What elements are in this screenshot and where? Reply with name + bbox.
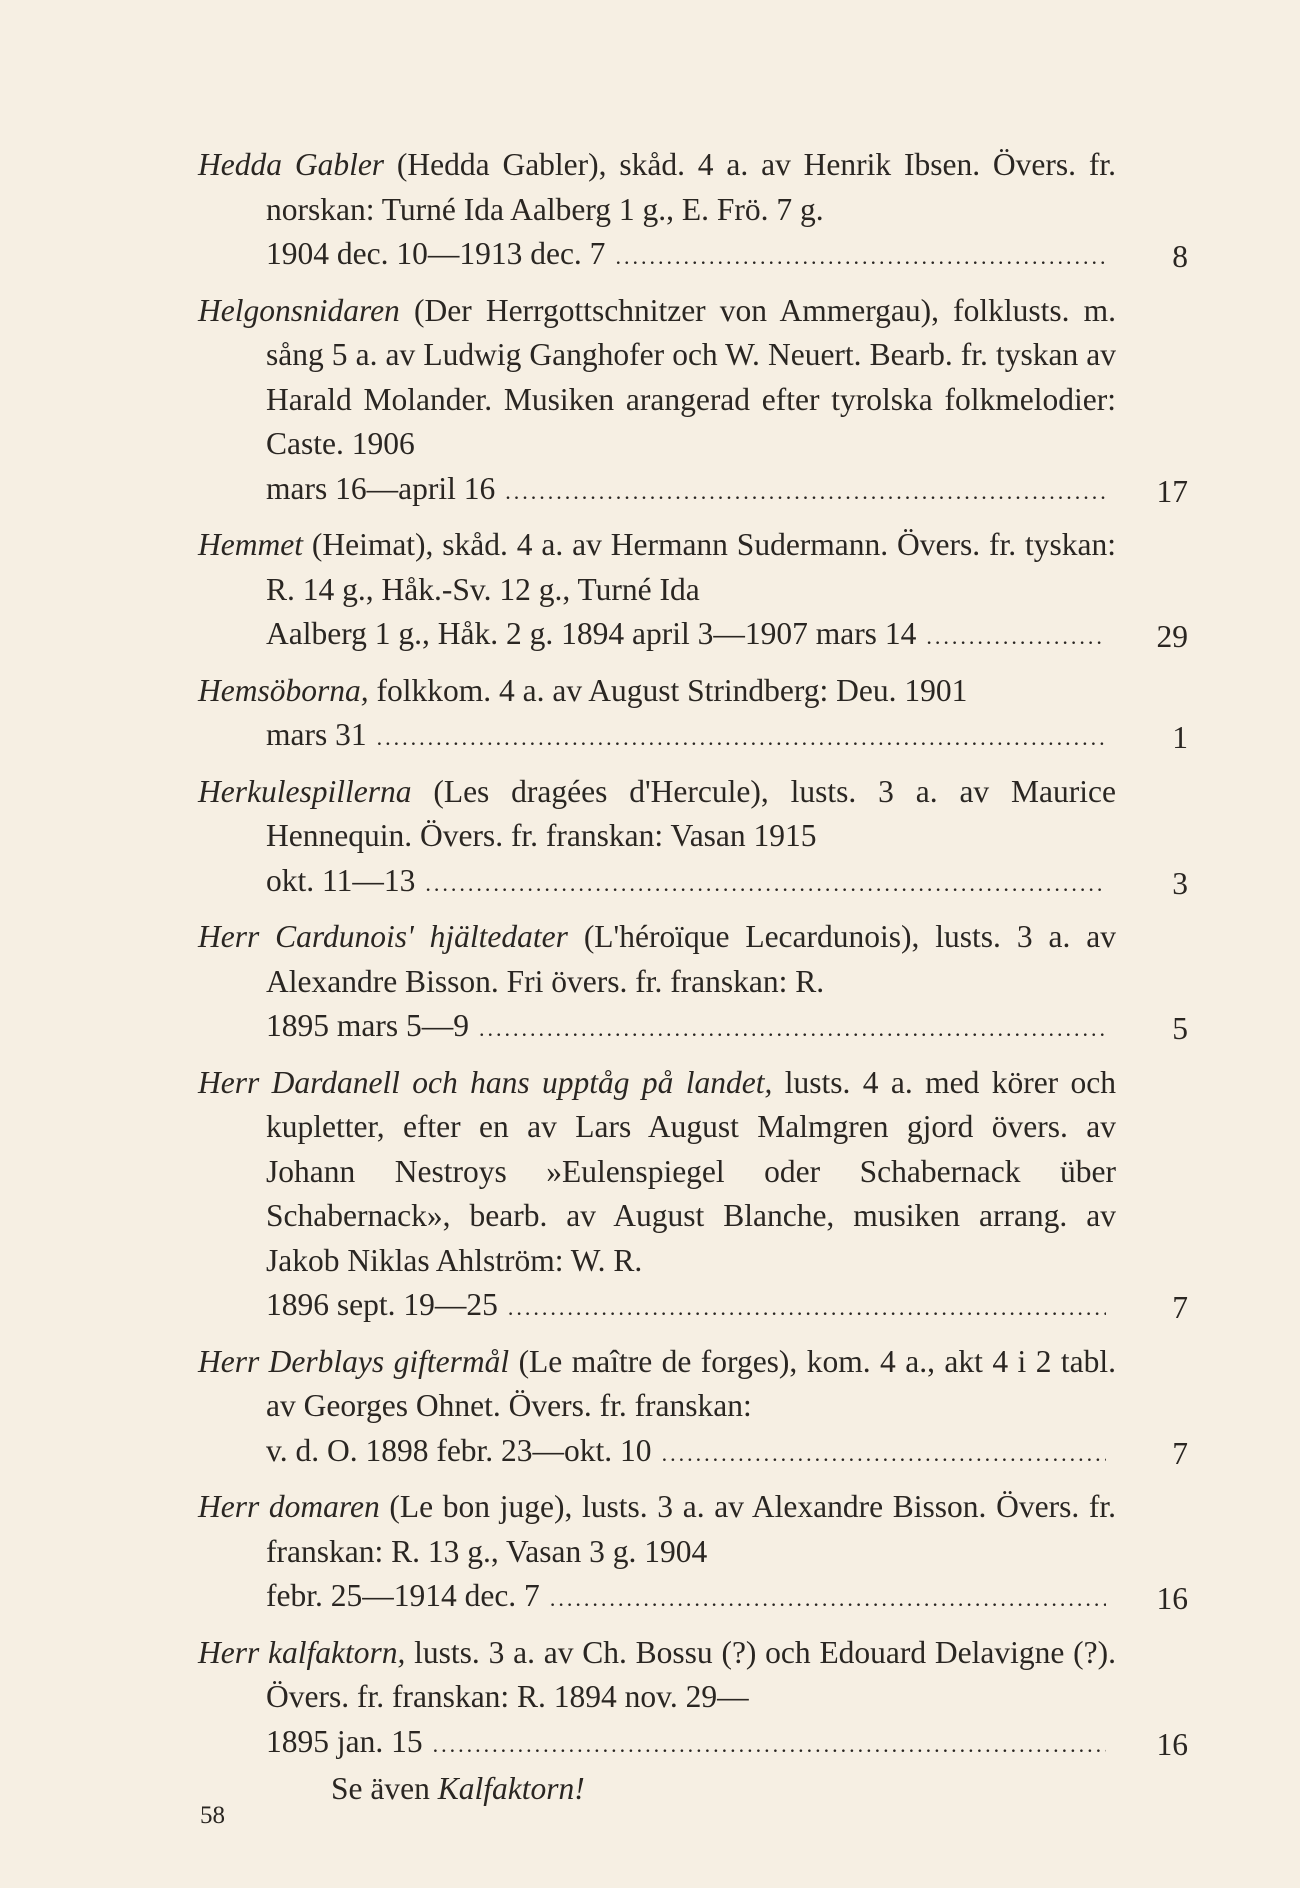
entry-description: (Der Herrgottschnitzer von Ammergau), folklusts. m. sång 5 a. av Ludwig Ganghofer och W. Neuert. Bearb. fr. tyskan av Harald Molander. Musiken arangerad efter tyrolska folkmelodier: Caste. 1906 [266,292,1117,461]
entry-page-ref: 7 [1172,1435,1188,1471]
entry-description: folkkom. 4 a. av August Strindberg: Deu. 1901 [376,672,968,708]
entry-dates: 1895 jan. 15 [266,1723,423,1759]
dot-leader [615,235,1106,280]
dot-leader [662,1432,1106,1477]
index-entries [198,143,1188,1821]
entry-title: Herr kalfaktorn, [198,1634,406,1670]
entry-title: Hedda Gabler [198,147,385,182]
entry-dates: mars 31 [266,717,367,752]
entry-dates: v. d. O. 1898 febr. 23—okt. 10 [266,1432,652,1468]
entry-page-ref: 3 [1172,865,1188,901]
index-entry [198,1340,1188,1477]
entry-dates-line [266,612,1116,660]
index-entry [198,770,1188,907]
entry-title: Hemsöborna, [198,672,369,708]
entry-title: Herr domaren [198,1489,380,1524]
index-entry [198,669,1188,761]
entry-page-ref: 16 [1156,1726,1188,1762]
entry-dates: 1896 sept. 19—25 [266,1287,498,1322]
entry-description: (Les dragées d'Hercule), lusts. 3 a. av Maurice Hennequin. Övers. fr. franskan: Vasan 1915 [266,773,1116,853]
entry-title: Hemmet [198,527,303,562]
index-entry [198,523,1188,660]
entry-page-ref: 8 [1172,239,1188,274]
entry-dates: Aalberg 1 g., Håk. 2 g. 1894 april 3—1907 mars 14 [266,616,917,651]
entry-title: Herr Cardunois' hjältedater [198,919,568,954]
entry-dates: okt. 11—13 [266,862,416,898]
see-also-prefix: Se även [331,1771,430,1806]
dot-leader [505,470,1106,515]
entry-page-ref: 16 [1156,1581,1188,1616]
see-also-reference: Kalfaktorn! [437,1771,585,1806]
index-entry [198,1485,1188,1622]
dot-leader [508,1286,1106,1331]
entry-dates-line [266,1429,1116,1477]
entry-description: lusts. 3 a. av Ch. Bossu (?) och Edouard Delavigne (?). Övers. fr. franskan: R. 1894 nov. 29— [266,1634,1116,1714]
entry-title: Herr Dardanell och hans upptåg på landet, [198,1064,773,1100]
entry-description: (Hedda Gabler), skåd. 4 a. av Henrik Ibsen. Övers. fr. norskan: Turné Ida Aalberg 1 g., E. Frö. 7 g. [266,147,1116,227]
dot-leader [433,1723,1106,1768]
dot-leader [377,716,1106,761]
entry-description: (Heimat), skåd. 4 a. av Hermann Sudermann. Övers. fr. tyskan: R. 14 g., Håk.-Sv. 12 g., Turné Ida [266,527,1116,607]
entry-page-ref: 1 [1172,720,1188,755]
entry-title: Herkulespillerna [198,773,412,809]
entry-page-ref: 5 [1172,1011,1188,1046]
entry-page-ref: 7 [1172,1290,1188,1325]
entry-description: (L'héroïque Lecardunois), lusts. 3 a. av Alexandre Bisson. Fri övers. fr. franskan: R. [266,919,1116,999]
entry-dates: febr. 25—1914 dec. 7 [266,1578,540,1613]
entry-description: (Le maître de forges), kom. 4 a., akt 4 i 2 tabl. av Georges Ohnet. Övers. fr. franskan: [266,1343,1117,1423]
dot-leader [479,1007,1106,1052]
entry-description: (Le bon juge), lusts. 3 a. av Alexandre Bisson. Övers. fr. franskan: R. 13 g., Vasan 3 g. 1904 [266,1489,1116,1569]
entry-dates: mars 16—april 16 [266,470,496,506]
entry-description: lusts. 4 a. med körer och kupletter, efter en av Lars August Malmgren gjord övers. av Johann Nestroys »Eulenspiegel oder Schabernack über Schabernack», bearb. av August Blanche, musiken arrang. av Jakob Niklas Ahlström: W. R. [266,1064,1117,1278]
dot-leader [425,862,1106,907]
page-number: 58 [200,1802,225,1829]
index-entry [198,1631,1188,1812]
entry-dates: 1895 mars 5—9 [266,1008,469,1043]
entry-page-ref: 29 [1156,619,1188,654]
entry-title: Helgonsnidaren [198,292,400,328]
index-entry [198,915,1188,1052]
entry-page-ref: 17 [1156,473,1188,509]
entry-dates: 1904 dec. 10—1913 dec. 7 [266,236,606,271]
see-also [266,1767,1116,1812]
entry-dates-line [266,1574,1116,1622]
dot-leader [550,1577,1106,1622]
entry-dates-line [266,859,1116,907]
entry-dates-line [266,1720,1188,1768]
index-entry [198,143,1188,280]
entry-dates-line [266,1004,1116,1052]
entry-title: Herr Derblays giftermål [198,1343,510,1379]
entry-dates-line [266,713,1116,761]
index-entry [198,1061,1188,1331]
index-entry [198,289,1188,515]
entry-dates-line [266,467,1116,515]
dot-leader [926,615,1106,660]
entry-dates-line [266,232,1116,280]
entry-dates-line [266,1283,1116,1331]
